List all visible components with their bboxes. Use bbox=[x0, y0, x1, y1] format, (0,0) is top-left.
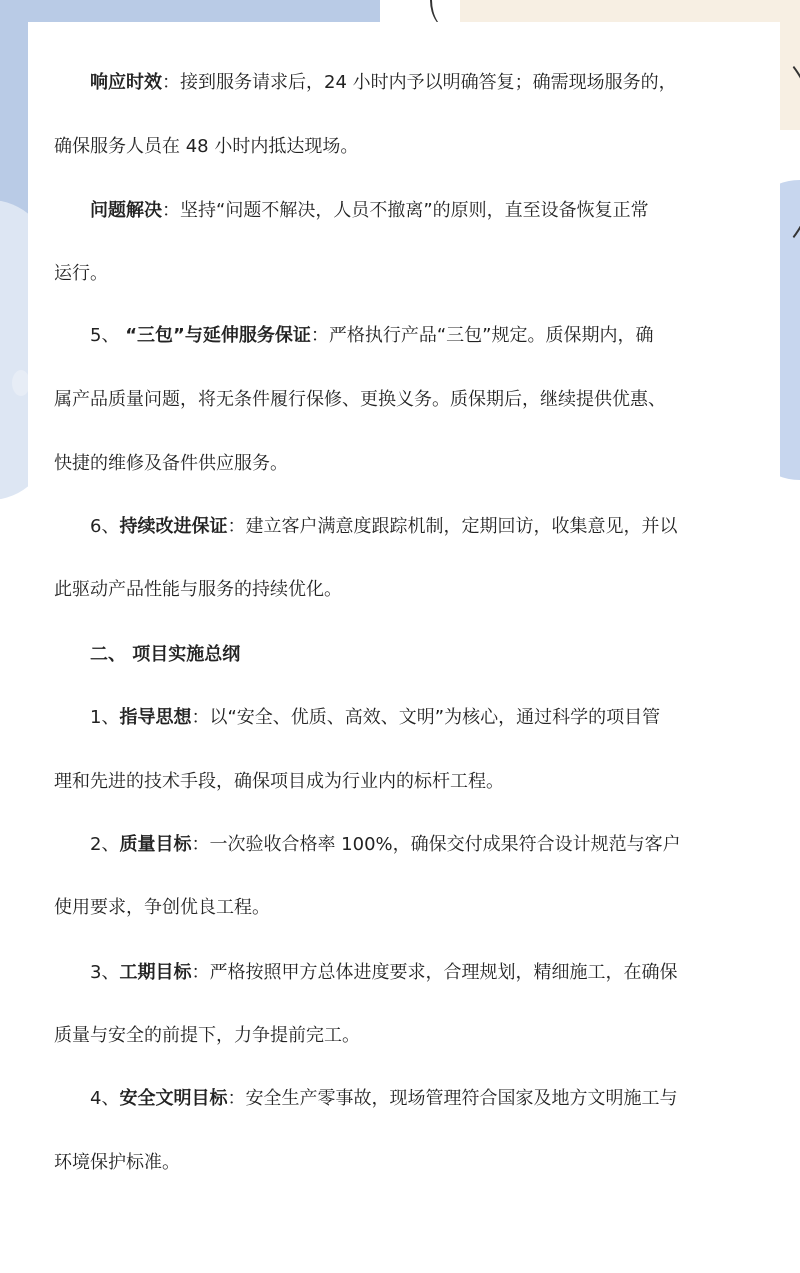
line-text: ：坚持“问题不解决，人员不撤离”的原则，直至设备恢复正常 bbox=[162, 200, 649, 221]
line-text: 确保服务人员在 48 小时内抵达现场。 bbox=[54, 136, 359, 157]
line-text: ：一次验收合格率 100%，确保交付成果符合设计规范与客户 bbox=[191, 834, 681, 855]
bold-heading: “三包”与延伸服务保证 bbox=[125, 325, 311, 346]
paragraph-line bbox=[54, 1025, 360, 1047]
paragraph-line bbox=[54, 325, 654, 347]
bold-heading: 持续改进保证 bbox=[119, 516, 228, 537]
paragraph-line bbox=[54, 644, 240, 666]
paragraph-line bbox=[54, 263, 108, 285]
paragraph-line bbox=[54, 1088, 677, 1110]
bold-heading: 响应时效 bbox=[90, 72, 162, 93]
line-text: 此驱动产品性能与服务的持续优化。 bbox=[54, 579, 342, 600]
line-text: 运行。 bbox=[54, 263, 108, 284]
paragraph-line bbox=[54, 579, 342, 601]
line-text: 使用要求，争创优良工程。 bbox=[54, 897, 270, 918]
line-text: 环境保护标准。 bbox=[54, 1152, 180, 1173]
bold-heading: 二、 项目实施总纲 bbox=[90, 644, 241, 665]
document-card bbox=[28, 22, 780, 1273]
item-number: 1、 bbox=[90, 707, 120, 728]
paragraph-line bbox=[54, 962, 677, 984]
line-text: ：严格按照甲方总体进度要求，合理规划，精细施工，在确保 bbox=[191, 962, 678, 983]
line-text: 属产品质量问题，将无条件履行保修、更换义务。质保期后，继续提供优惠、 bbox=[54, 389, 666, 410]
line-text: ：接到服务请求后，24 小时内予以明确答复；确需现场服务的， bbox=[162, 72, 677, 93]
paragraph-line bbox=[54, 453, 288, 475]
line-text: ：安全生产零事故，现场管理符合国家及地方文明施工与 bbox=[227, 1088, 678, 1109]
bold-heading: 安全文明目标 bbox=[119, 1088, 228, 1109]
item-number: 3、 bbox=[90, 962, 120, 983]
bold-heading: 工期目标 bbox=[119, 962, 192, 983]
paragraph-line bbox=[54, 136, 358, 158]
line-text: 理和先进的技术手段，确保项目成为行业内的标杆工程。 bbox=[54, 771, 504, 792]
paragraph-line bbox=[54, 72, 677, 94]
paragraph-line bbox=[54, 771, 504, 793]
paragraph-line bbox=[54, 1152, 180, 1174]
bold-heading: 指导思想 bbox=[119, 707, 192, 728]
paragraph-line bbox=[54, 707, 660, 729]
paragraph-line bbox=[54, 389, 666, 411]
bold-heading: 质量目标 bbox=[119, 834, 192, 855]
line-text: ：以“安全、优质、高效、文明”为核心，通过科学的项目管 bbox=[191, 707, 661, 728]
bold-heading: 问题解决 bbox=[90, 200, 162, 221]
paragraph-line bbox=[54, 897, 270, 919]
item-number: 5、 bbox=[90, 325, 126, 346]
line-text: ：建立客户满意度跟踪机制，定期回访，收集意见，并以 bbox=[227, 516, 678, 537]
paragraph-line bbox=[54, 200, 649, 222]
line-text: 快捷的维修及备件供应服务。 bbox=[54, 453, 288, 474]
line-text: ：严格执行产品“三包”规定。质保期内，确 bbox=[310, 325, 654, 346]
paragraph-line bbox=[54, 516, 677, 538]
item-number: 4、 bbox=[90, 1088, 120, 1109]
paragraph-line bbox=[54, 834, 681, 856]
line-text: 质量与安全的前提下，力争提前完工。 bbox=[54, 1025, 360, 1046]
item-number: 2、 bbox=[90, 834, 120, 855]
item-number: 6、 bbox=[90, 516, 120, 537]
